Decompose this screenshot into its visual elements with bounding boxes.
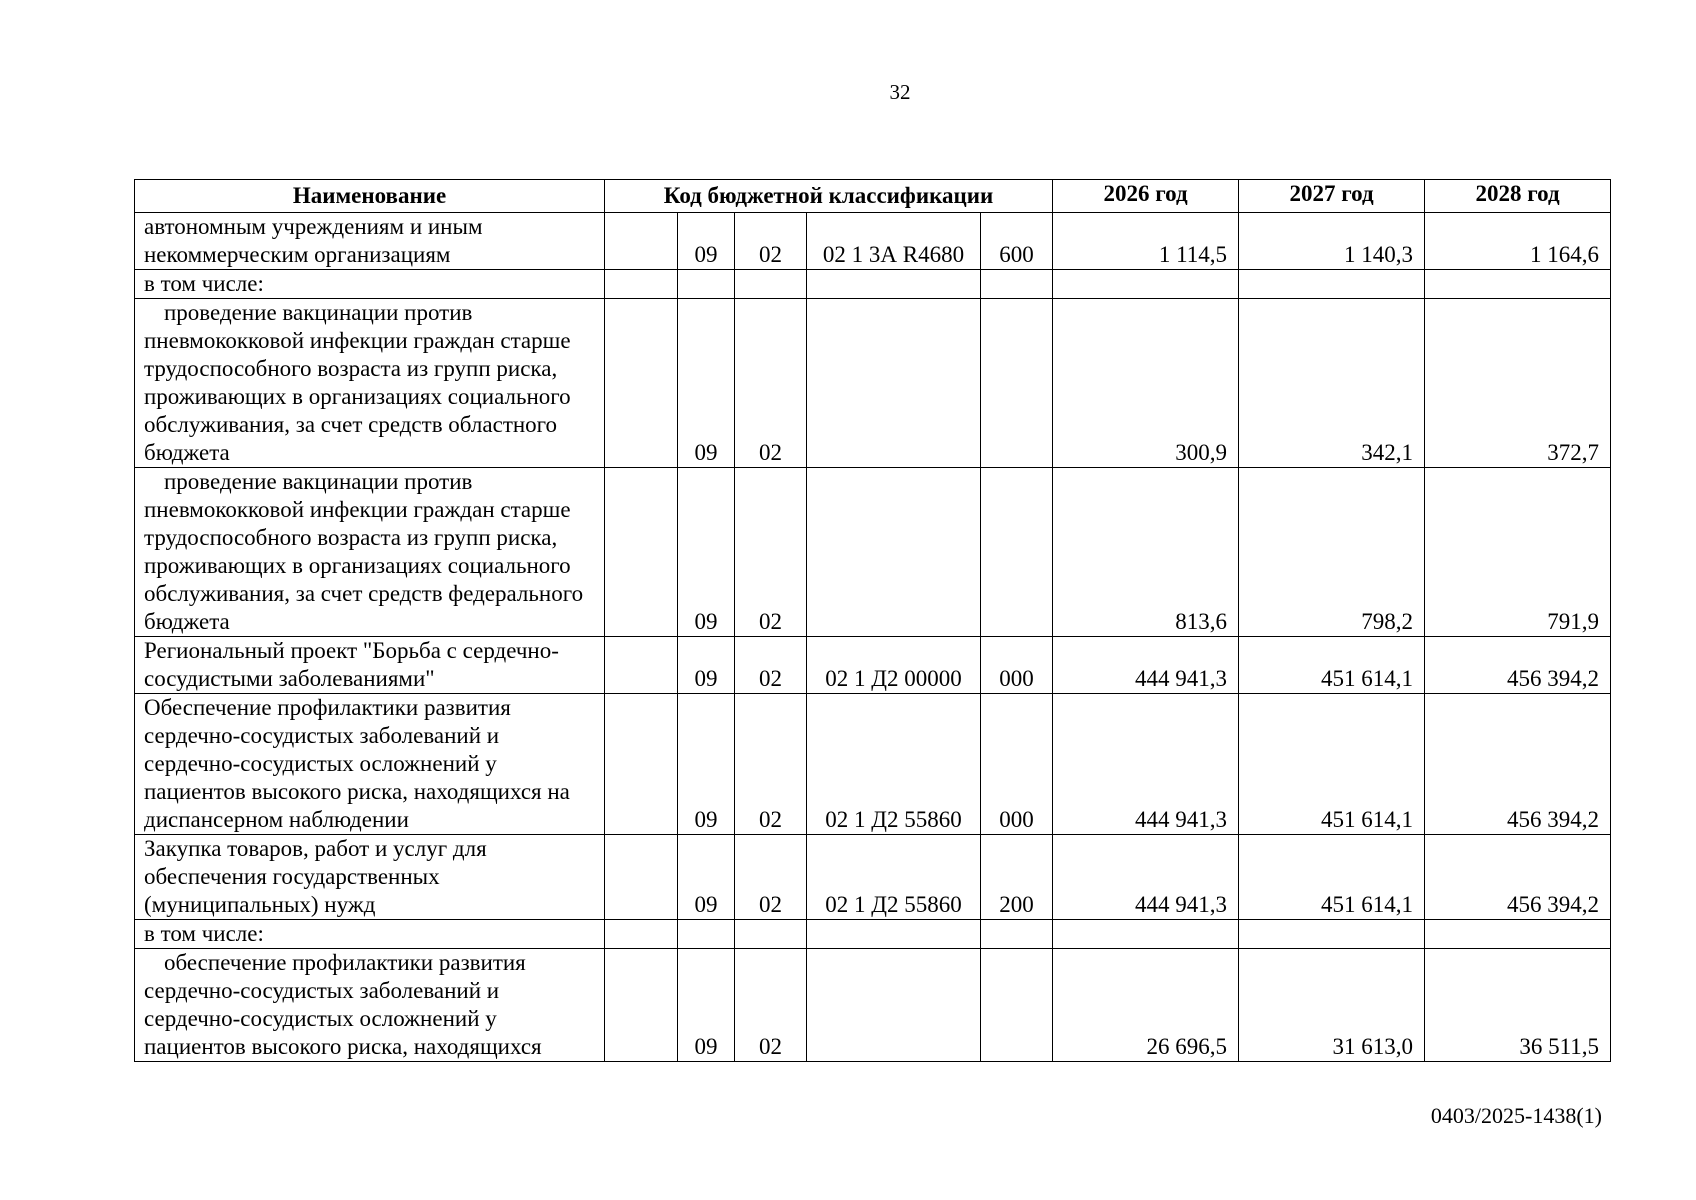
- cell-y2027: 31 613,0: [1239, 949, 1425, 1062]
- table-row: [135, 694, 1611, 835]
- cell-section: 09: [678, 694, 735, 835]
- cell-expense: [981, 949, 1053, 1062]
- cell-expense: [981, 299, 1053, 468]
- cell-subsection: 02: [735, 213, 807, 270]
- cell-y2026: 1 114,5: [1053, 213, 1239, 270]
- cell-y2028: [1425, 270, 1611, 299]
- cell-target: 02 1 Д2 55860: [807, 694, 981, 835]
- cell-empty: [605, 213, 678, 270]
- cell-name: Обеспечение профилактики развития сердечно-сосудистых заболеваний и сердечно-сосудистых осложнений у пациентов высокого риска, находящихся на диспансерном наблюдении: [135, 694, 605, 835]
- cell-expense: 200: [981, 835, 1053, 920]
- cell-section: [678, 270, 735, 299]
- cell-y2028: 456 394,2: [1425, 835, 1611, 920]
- cell-expense: [981, 920, 1053, 949]
- cell-name: Закупка товаров, работ и услуг для обеспечения государственных (муниципальных) нужд: [135, 835, 605, 920]
- table-body: [135, 213, 1611, 1062]
- cell-subsection: 02: [735, 949, 807, 1062]
- cell-y2027: 342,1: [1239, 299, 1425, 468]
- table-row: [135, 949, 1611, 1062]
- cell-y2027: 451 614,1: [1239, 637, 1425, 694]
- cell-y2026: 444 941,3: [1053, 694, 1239, 835]
- cell-y2028: 372,7: [1425, 299, 1611, 468]
- cell-empty: [605, 637, 678, 694]
- page-number: 32: [889, 80, 911, 104]
- cell-y2027: 451 614,1: [1239, 694, 1425, 835]
- cell-y2026: 300,9: [1053, 299, 1239, 468]
- cell-expense: [981, 468, 1053, 637]
- cell-section: 09: [678, 299, 735, 468]
- cell-empty: [605, 949, 678, 1062]
- cell-empty: [605, 270, 678, 299]
- cell-target: [807, 270, 981, 299]
- cell-section: 09: [678, 637, 735, 694]
- cell-subsection: 02: [735, 637, 807, 694]
- table-row: [135, 213, 1611, 270]
- cell-empty: [605, 299, 678, 468]
- table-row: [135, 270, 1611, 299]
- cell-expense: 000: [981, 637, 1053, 694]
- cell-target: 02 1 Д2 00000: [807, 637, 981, 694]
- cell-subsection: 02: [735, 299, 807, 468]
- cell-target: 02 1 Д2 55860: [807, 835, 981, 920]
- cell-y2028: 456 394,2: [1425, 637, 1611, 694]
- header-name: Наименование: [135, 180, 605, 213]
- cell-subsection: 02: [735, 694, 807, 835]
- cell-subsection: 02: [735, 468, 807, 637]
- cell-section: 09: [678, 213, 735, 270]
- cell-empty: [605, 835, 678, 920]
- cell-section: 09: [678, 949, 735, 1062]
- table-row: [135, 468, 1611, 637]
- header-2026: 2026 год: [1053, 180, 1239, 213]
- header-2028: 2028 год: [1425, 180, 1611, 213]
- table-row: [135, 637, 1611, 694]
- cell-section: [678, 920, 735, 949]
- cell-target: [807, 920, 981, 949]
- table-row: [135, 835, 1611, 920]
- table-header-row: [135, 180, 1611, 213]
- cell-name: обеспечение профилактики развития сердечно-сосудистых заболеваний и сердечно-сосудистых осложнений у пациентов высокого риска, находящихся: [135, 949, 605, 1062]
- cell-y2027: [1239, 270, 1425, 299]
- cell-section: 09: [678, 835, 735, 920]
- cell-y2026: 444 941,3: [1053, 835, 1239, 920]
- cell-y2026: 444 941,3: [1053, 637, 1239, 694]
- cell-target: 02 1 3А R4680: [807, 213, 981, 270]
- cell-name: проведение вакцинации против пневмококковой инфекции граждан старше трудоспособного возраста из групп риска, проживающих в организациях социального обслуживания, за счет средств областного бюджета: [135, 299, 605, 468]
- cell-y2026: 26 696,5: [1053, 949, 1239, 1062]
- cell-subsection: [735, 920, 807, 949]
- cell-y2028: [1425, 920, 1611, 949]
- cell-expense: [981, 270, 1053, 299]
- cell-empty: [605, 468, 678, 637]
- table-row: [135, 920, 1611, 949]
- table-row: [135, 299, 1611, 468]
- cell-section: 09: [678, 468, 735, 637]
- cell-expense: 600: [981, 213, 1053, 270]
- cell-y2026: 813,6: [1053, 468, 1239, 637]
- cell-expense: 000: [981, 694, 1053, 835]
- cell-y2027: 1 140,3: [1239, 213, 1425, 270]
- budget-table: [134, 179, 1611, 1062]
- cell-y2028: 36 511,5: [1425, 949, 1611, 1062]
- cell-target: [807, 949, 981, 1062]
- cell-name: в том числе:: [135, 920, 605, 949]
- cell-y2027: 798,2: [1239, 468, 1425, 637]
- cell-empty: [605, 694, 678, 835]
- cell-subsection: [735, 270, 807, 299]
- cell-name: проведение вакцинации против пневмококковой инфекции граждан старше трудоспособного возраста из групп риска, проживающих в организациях социального обслуживания, за счет средств федерального бюджета: [135, 468, 605, 637]
- cell-name: Региональный проект "Борьба с сердечно-сосудистыми заболеваниями": [135, 637, 605, 694]
- cell-target: [807, 299, 981, 468]
- cell-y2027: 451 614,1: [1239, 835, 1425, 920]
- document-number: 0403/2025-1438(1): [1430, 1103, 1602, 1128]
- cell-subsection: 02: [735, 835, 807, 920]
- cell-y2028: 456 394,2: [1425, 694, 1611, 835]
- cell-name: автономным учреждениям и иным некоммерческим организациям: [135, 213, 605, 270]
- header-2027: 2027 год: [1239, 180, 1425, 213]
- header-code: Код бюджетной классификации: [605, 180, 1053, 213]
- cell-y2026: [1053, 920, 1239, 949]
- cell-y2028: 1 164,6: [1425, 213, 1611, 270]
- cell-y2027: [1239, 920, 1425, 949]
- cell-name: в том числе:: [135, 270, 605, 299]
- cell-y2026: [1053, 270, 1239, 299]
- cell-y2028: 791,9: [1425, 468, 1611, 637]
- cell-empty: [605, 920, 678, 949]
- cell-target: [807, 468, 981, 637]
